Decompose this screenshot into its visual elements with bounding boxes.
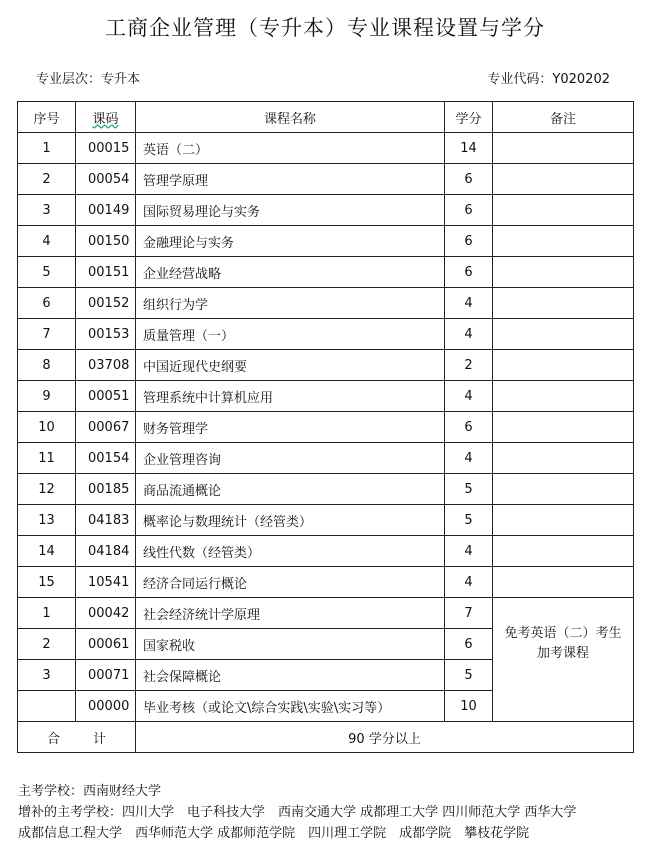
row-credit: 5	[445, 505, 493, 536]
row-code: 00153	[76, 319, 136, 350]
row-note	[493, 164, 634, 195]
row-note	[493, 381, 634, 412]
row-code: 00185	[76, 474, 136, 505]
row-credit: 4	[445, 381, 493, 412]
row-course-name: 概率论与数理统计（经管类）	[136, 505, 445, 536]
row-note	[493, 567, 634, 598]
row-course-name: 毕业考核（或论文\综合实践\实验\实习等）	[136, 691, 445, 722]
row-course-name: 国际贸易理论与实务	[136, 195, 445, 226]
header-code-label: 课码	[92, 111, 119, 127]
row-note	[493, 195, 634, 226]
row-code: 00061	[76, 629, 136, 660]
row-course-name: 国家税收	[136, 629, 445, 660]
row-seq	[18, 691, 76, 722]
extra-note-line1: 免考英语（二）考生	[504, 626, 622, 641]
table-row	[18, 195, 634, 226]
extra-note-line2: 加考课程	[536, 646, 589, 661]
row-credit: 4	[445, 288, 493, 319]
row-credit: 5	[445, 474, 493, 505]
table-row	[18, 350, 634, 381]
row-code: 00000	[76, 691, 136, 722]
row-seq: 15	[18, 567, 76, 598]
row-code: 00149	[76, 195, 136, 226]
row-credit: 4	[445, 443, 493, 474]
row-seq: 1	[18, 133, 76, 164]
row-note	[493, 474, 634, 505]
table-row	[18, 598, 634, 629]
row-seq: 8	[18, 350, 76, 381]
table-header-row	[18, 102, 634, 133]
row-code: 00051	[76, 381, 136, 412]
row-seq: 12	[18, 474, 76, 505]
major-level: 专业层次：专升本	[36, 72, 141, 87]
row-seq: 7	[18, 319, 76, 350]
row-note	[493, 288, 634, 319]
table-row	[18, 257, 634, 288]
row-code: 03708	[76, 350, 136, 381]
row-credit: 6	[445, 257, 493, 288]
table-row	[18, 536, 634, 567]
row-credit: 6	[445, 226, 493, 257]
row-note	[493, 226, 634, 257]
header-credit: 学分	[445, 102, 493, 133]
footer-added-schools-cont: 成都信息工程大学 西华师范大学 成都师范学院 四川理工学院 成都学院 攀枝花学院	[18, 826, 530, 841]
table-row	[18, 226, 634, 257]
row-credit: 6	[445, 629, 493, 660]
row-code: 00054	[76, 164, 136, 195]
header-name: 课程名称	[136, 102, 445, 133]
row-course-name: 线性代数（经管类）	[136, 536, 445, 567]
row-credit: 4	[445, 319, 493, 350]
table-row	[18, 133, 634, 164]
row-credit: 4	[445, 536, 493, 567]
row-seq: 5	[18, 257, 76, 288]
row-course-name: 社会保障概论	[136, 660, 445, 691]
header-seq: 序号	[18, 102, 76, 133]
table-row	[18, 443, 634, 474]
header-note: 备注	[493, 102, 634, 133]
row-seq: 3	[18, 195, 76, 226]
row-course-name: 经济合同运行概论	[136, 567, 445, 598]
course-table	[17, 101, 634, 753]
table-row	[18, 381, 634, 412]
row-course-name: 社会经济统计学原理	[136, 598, 445, 629]
table-row	[18, 319, 634, 350]
row-note	[493, 443, 634, 474]
row-course-name: 英语（二）	[136, 133, 445, 164]
row-seq: 9	[18, 381, 76, 412]
row-credit: 5	[445, 660, 493, 691]
row-course-name: 组织行为学	[136, 288, 445, 319]
page-title: 工商企业管理（专升本）专业课程设置与学分	[105, 16, 545, 40]
row-code: 00150	[76, 226, 136, 257]
row-credit: 10	[445, 691, 493, 722]
row-seq: 2	[18, 164, 76, 195]
table-row	[18, 288, 634, 319]
row-seq: 3	[18, 660, 76, 691]
table-row	[18, 505, 634, 536]
row-code: 00152	[76, 288, 136, 319]
row-seq: 13	[18, 505, 76, 536]
row-note	[493, 133, 634, 164]
total-label	[18, 722, 136, 753]
row-code: 00042	[76, 598, 136, 629]
row-credit: 14	[445, 133, 493, 164]
row-code: 10541	[76, 567, 136, 598]
row-note	[493, 412, 634, 443]
row-seq: 14	[18, 536, 76, 567]
row-note	[493, 536, 634, 567]
row-note	[493, 505, 634, 536]
row-code: 00067	[76, 412, 136, 443]
row-course-name: 商品流通概论	[136, 474, 445, 505]
row-credit: 4	[445, 567, 493, 598]
header-code	[76, 102, 136, 133]
row-course-name: 中国近现代史纲要	[136, 350, 445, 381]
row-credit: 2	[445, 350, 493, 381]
table-row	[18, 567, 634, 598]
row-code: 00154	[76, 443, 136, 474]
row-credit: 6	[445, 164, 493, 195]
total-row	[18, 722, 634, 753]
row-seq: 10	[18, 412, 76, 443]
table-row	[18, 164, 634, 195]
extra-course-note	[493, 598, 634, 722]
row-code: 00071	[76, 660, 136, 691]
row-course-name: 企业经营战略	[136, 257, 445, 288]
row-seq: 4	[18, 226, 76, 257]
major-code: 专业代码：Y020202	[487, 72, 610, 87]
footer-added-schools: 增补的主考学校：四川大学 电子科技大学 西南交通大学 成都理工大学 四川师范大学 西华大学	[18, 805, 577, 820]
row-note	[493, 350, 634, 381]
table-row	[18, 474, 634, 505]
row-seq: 6	[18, 288, 76, 319]
row-credit: 6	[445, 195, 493, 226]
row-course-name: 财务管理学	[136, 412, 445, 443]
row-seq: 1	[18, 598, 76, 629]
row-note	[493, 257, 634, 288]
row-credit: 6	[445, 412, 493, 443]
row-course-name: 金融理论与实务	[136, 226, 445, 257]
row-code: 00015	[76, 133, 136, 164]
total-value: 90 学分以上	[136, 722, 634, 753]
row-course-name: 管理系统中计算机应用	[136, 381, 445, 412]
row-credit: 7	[445, 598, 493, 629]
row-seq: 2	[18, 629, 76, 660]
footer-main-school: 主考学校：西南财经大学	[18, 784, 162, 799]
row-course-name: 企业管理咨询	[136, 443, 445, 474]
row-code: 04184	[76, 536, 136, 567]
table-row	[18, 412, 634, 443]
row-course-name: 管理学原理	[136, 164, 445, 195]
row-code: 00151	[76, 257, 136, 288]
row-course-name: 质量管理（一）	[136, 319, 445, 350]
row-code: 04183	[76, 505, 136, 536]
row-seq: 11	[18, 443, 76, 474]
total-label-b: 计	[93, 731, 107, 747]
row-note	[493, 319, 634, 350]
total-label-a: 合	[46, 731, 60, 747]
